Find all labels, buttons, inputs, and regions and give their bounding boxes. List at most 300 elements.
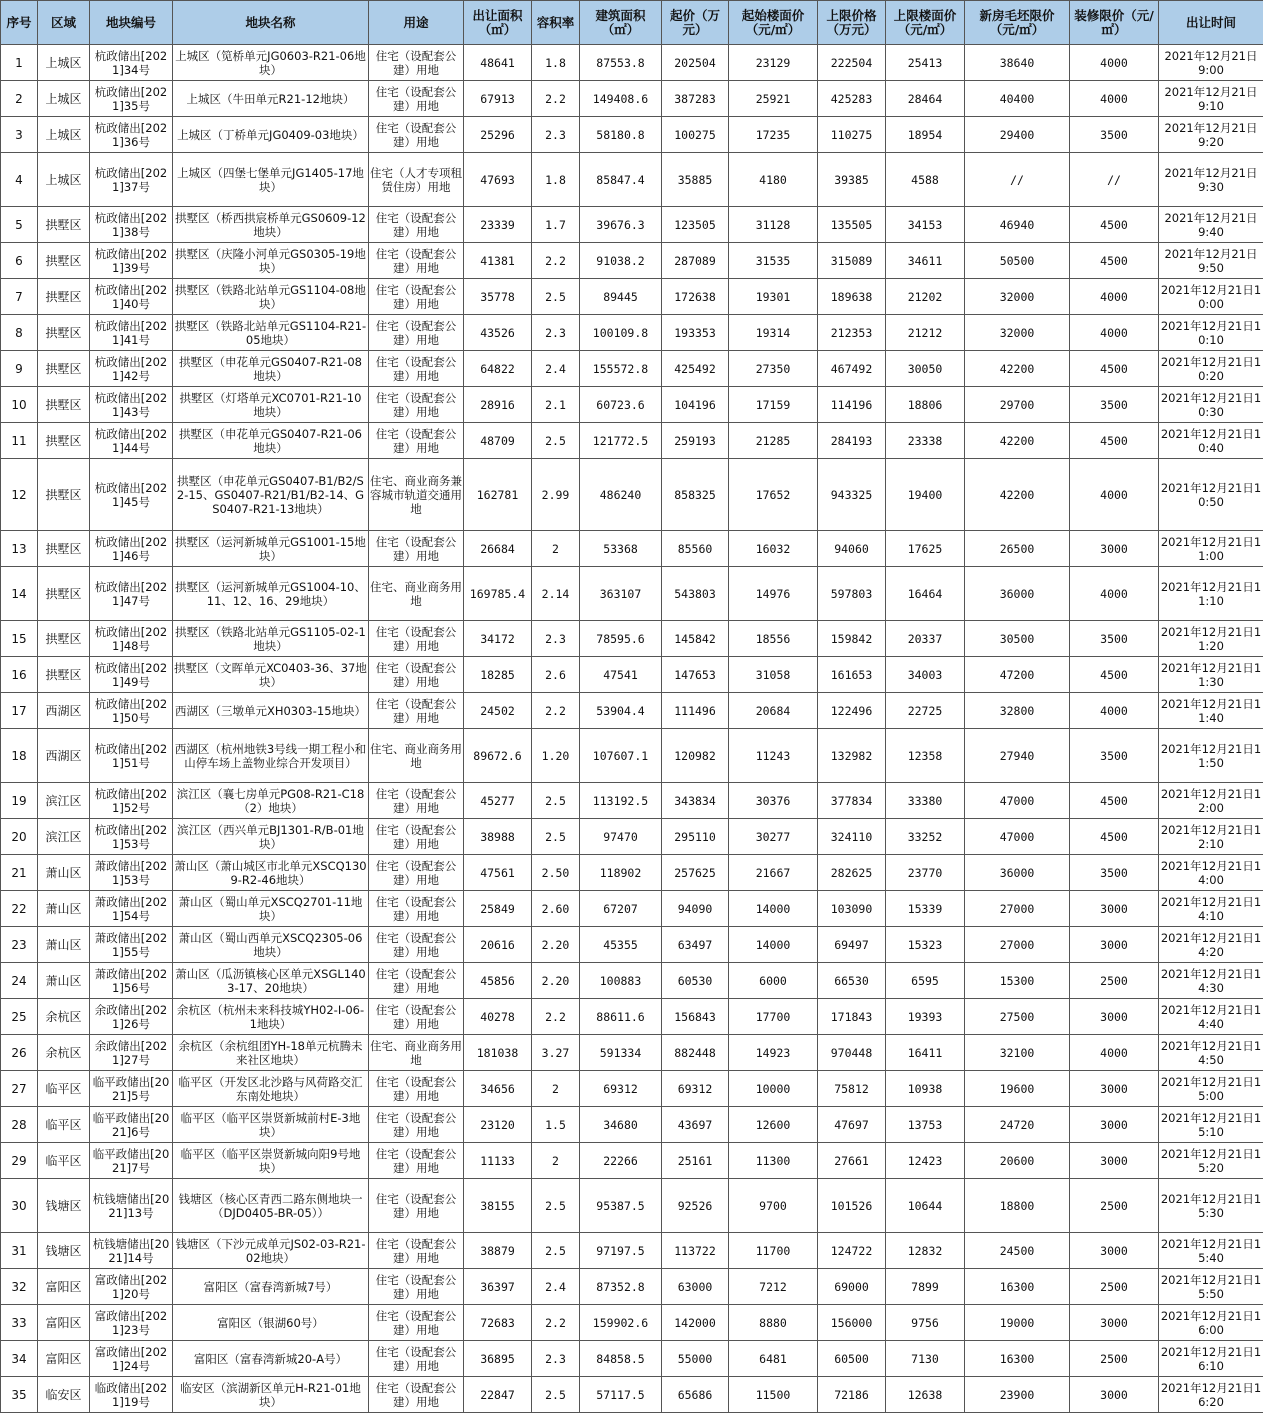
start-price-cell: 94090 [662,891,729,927]
district-cell: 临平区 [38,1143,90,1179]
floor-area-cell: 363107 [580,567,662,621]
seq-cell: 34 [1,1341,38,1377]
plot-code-cell: 萧政储出[2021]54号 [90,891,173,927]
seq-cell: 32 [1,1269,38,1305]
rough-price-limit-cell: // [965,153,1070,207]
far-cell: 2.1 [532,387,580,423]
area-cell: 36895 [464,1341,532,1377]
area-cell: 47693 [464,153,532,207]
table-body [1,45,1263,1413]
decor-limit-cell: 3000 [1070,1071,1159,1107]
far-cell: 2 [532,531,580,567]
district-cell: 拱墅区 [38,459,90,531]
floor-area-cell: 118902 [580,855,662,891]
start-floor-price-cell: 10000 [729,1071,818,1107]
start-price-cell: 69312 [662,1071,729,1107]
start-price-cell: 343834 [662,783,729,819]
decor-limit-cell: 4500 [1070,819,1159,855]
floor-area-cell: 47541 [580,657,662,693]
plot-name-cell: 西湖区（三墩单元XH0303-15地块） [173,693,369,729]
usage-cell: 住宅（设配套公建）用地 [369,531,464,567]
table-row [1,243,1263,279]
auction-time-cell: 2021年12月21日15:30 [1159,1179,1263,1233]
decor-limit-cell: 4000 [1070,1035,1159,1071]
decor-limit-cell: 3500 [1070,387,1159,423]
table-row [1,855,1263,891]
plot-name-cell: 临平区（临平区崇贤新城前村E-3地块） [173,1107,369,1143]
cap-price-cell: 47697 [818,1107,886,1143]
area-cell: 35778 [464,279,532,315]
start-price-cell: 425492 [662,351,729,387]
plot-code-cell: 杭政储出[2021]52号 [90,783,173,819]
cap-floor-price-cell: 10644 [886,1179,965,1233]
usage-cell: 住宅（人才专项租赁住房）用地 [369,153,464,207]
seq-cell: 3 [1,117,38,153]
seq-cell: 25 [1,999,38,1035]
start-price-cell: 202504 [662,45,729,81]
far-cell: 2.3 [532,315,580,351]
cap-floor-price-cell: 16411 [886,1035,965,1071]
district-cell: 富阳区 [38,1269,90,1305]
seq-cell: 19 [1,783,38,819]
rough-price-limit-cell: 16300 [965,1341,1070,1377]
district-cell: 西湖区 [38,693,90,729]
decor-limit-cell: 3000 [1070,927,1159,963]
decor-limit-cell: 3000 [1070,891,1159,927]
floor-area-cell: 155572.8 [580,351,662,387]
usage-cell: 住宅（设配套公建）用地 [369,783,464,819]
seq-cell: 10 [1,387,38,423]
far-cell: 2.3 [532,117,580,153]
rough-price-limit-cell: 24720 [965,1107,1070,1143]
usage-cell: 住宅（设配套公建）用地 [369,1179,464,1233]
cap-price-cell: 27661 [818,1143,886,1179]
area-cell: 43526 [464,315,532,351]
floor-area-cell: 95387.5 [580,1179,662,1233]
table-row [1,459,1263,531]
start-price-cell: 543803 [662,567,729,621]
rough-price-limit-cell: 29700 [965,387,1070,423]
start-floor-price-cell: 11700 [729,1233,818,1269]
seq-cell: 27 [1,1071,38,1107]
plot-code-cell: 临平政储出[2021]6号 [90,1107,173,1143]
plot-name-cell: 富阳区（富春湾新城20-A号） [173,1341,369,1377]
auction-time-cell: 2021年12月21日14:50 [1159,1035,1263,1071]
seq-cell: 29 [1,1143,38,1179]
usage-cell: 住宅（设配套公建）用地 [369,1341,464,1377]
area-cell: 28916 [464,387,532,423]
rough-price-limit-cell: 47000 [965,819,1070,855]
cap-floor-price-cell: 34153 [886,207,965,243]
floor-area-cell: 53368 [580,531,662,567]
decor-limit-cell: 4000 [1070,567,1159,621]
cap-price-cell: 284193 [818,423,886,459]
table-row [1,657,1263,693]
far-cell: 2.2 [532,999,580,1035]
header-cell: 地块名称 [173,1,369,45]
start-price-cell: 25161 [662,1143,729,1179]
start-price-cell: 287089 [662,243,729,279]
plot-code-cell: 杭政储出[2021]47号 [90,567,173,621]
auction-time-cell: 2021年12月21日9:50 [1159,243,1263,279]
plot-code-cell: 富政储出[2021]23号 [90,1305,173,1341]
district-cell: 萧山区 [38,855,90,891]
floor-area-cell: 57117.5 [580,1377,662,1413]
rough-price-limit-cell: 19000 [965,1305,1070,1341]
table-row [1,45,1263,81]
table-row [1,1341,1263,1377]
rough-price-limit-cell: 32100 [965,1035,1070,1071]
far-cell: 1.7 [532,207,580,243]
plot-code-cell: 富政储出[2021]20号 [90,1269,173,1305]
cap-floor-price-cell: 13753 [886,1107,965,1143]
decor-limit-cell: 3000 [1070,999,1159,1035]
decor-limit-cell: 3000 [1070,1233,1159,1269]
plot-code-cell: 杭政储出[2021]35号 [90,81,173,117]
start-floor-price-cell: 23129 [729,45,818,81]
floor-area-cell: 34680 [580,1107,662,1143]
floor-area-cell: 159902.6 [580,1305,662,1341]
cap-floor-price-cell: 33252 [886,819,965,855]
plot-name-cell: 上城区（丁桥单元JG0409-03地块） [173,117,369,153]
decor-limit-cell: 4500 [1070,657,1159,693]
start-floor-price-cell: 14976 [729,567,818,621]
area-cell: 40278 [464,999,532,1035]
area-cell: 23120 [464,1107,532,1143]
header-cell: 起始楼面价（元/㎡） [729,1,818,45]
floor-area-cell: 149408.6 [580,81,662,117]
plot-code-cell: 萧政储出[2021]53号 [90,855,173,891]
start-floor-price-cell: 17235 [729,117,818,153]
table-row [1,819,1263,855]
seq-cell: 26 [1,1035,38,1071]
cap-price-cell: 156000 [818,1305,886,1341]
area-cell: 36397 [464,1269,532,1305]
floor-area-cell: 88611.6 [580,999,662,1035]
start-price-cell: 85560 [662,531,729,567]
plot-name-cell: 拱墅区（铁路北站单元GS1104-R21-05地块） [173,315,369,351]
seq-cell: 24 [1,963,38,999]
floor-area-cell: 113192.5 [580,783,662,819]
cap-floor-price-cell: 16464 [886,567,965,621]
area-cell: 20616 [464,927,532,963]
cap-floor-price-cell: 19400 [886,459,965,531]
far-cell: 2.2 [532,693,580,729]
district-cell: 富阳区 [38,1305,90,1341]
auction-time-cell: 2021年12月21日11:40 [1159,693,1263,729]
cap-floor-price-cell: 22725 [886,693,965,729]
plot-code-cell: 杭政储出[2021]41号 [90,315,173,351]
cap-floor-price-cell: 4588 [886,153,965,207]
area-cell: 25849 [464,891,532,927]
cap-floor-price-cell: 23338 [886,423,965,459]
plot-code-cell: 临平政储出[2021]7号 [90,1143,173,1179]
start-floor-price-cell: 31535 [729,243,818,279]
plot-code-cell: 临平政储出[2021]5号 [90,1071,173,1107]
area-cell: 25296 [464,117,532,153]
auction-time-cell: 2021年12月21日16:20 [1159,1377,1263,1413]
cap-price-cell: 69497 [818,927,886,963]
usage-cell: 住宅（设配套公建）用地 [369,819,464,855]
table-row [1,1179,1263,1233]
cap-floor-price-cell: 23770 [886,855,965,891]
start-price-cell: 257625 [662,855,729,891]
auction-time-cell: 2021年12月21日9:00 [1159,45,1263,81]
cap-price-cell: 159842 [818,621,886,657]
auction-time-cell: 2021年12月21日11:50 [1159,729,1263,783]
table-row [1,1143,1263,1179]
cap-price-cell: 124722 [818,1233,886,1269]
decor-limit-cell: 3500 [1070,117,1159,153]
cap-floor-price-cell: 28464 [886,81,965,117]
seq-cell: 23 [1,927,38,963]
start-floor-price-cell: 11243 [729,729,818,783]
table-row [1,729,1263,783]
seq-cell: 14 [1,567,38,621]
district-cell: 拱墅区 [38,657,90,693]
start-price-cell: 100275 [662,117,729,153]
rough-price-limit-cell: 47200 [965,657,1070,693]
plot-name-cell: 钱塘区（下沙元成单元JS02-03-R21-02地块） [173,1233,369,1269]
plot-code-cell: 余政储出[2021]26号 [90,999,173,1035]
floor-area-cell: 22266 [580,1143,662,1179]
seq-cell: 18 [1,729,38,783]
plot-code-cell: 杭政储出[2021]40号 [90,279,173,315]
rough-price-limit-cell: 32800 [965,693,1070,729]
usage-cell: 住宅、商业商务用地 [369,729,464,783]
plot-code-cell: 杭政储出[2021]45号 [90,459,173,531]
header-cell: 序号 [1,1,38,45]
decor-limit-cell: 4500 [1070,423,1159,459]
decor-limit-cell: 3000 [1070,1305,1159,1341]
district-cell: 拱墅区 [38,531,90,567]
start-price-cell: 113722 [662,1233,729,1269]
auction-time-cell: 2021年12月21日9:40 [1159,207,1263,243]
auction-time-cell: 2021年12月21日15:00 [1159,1071,1263,1107]
decor-limit-cell: 4000 [1070,693,1159,729]
start-floor-price-cell: 30376 [729,783,818,819]
auction-time-cell: 2021年12月21日11:10 [1159,567,1263,621]
seq-cell: 2 [1,81,38,117]
cap-price-cell: 72186 [818,1377,886,1413]
seq-cell: 28 [1,1107,38,1143]
auction-time-cell: 2021年12月21日9:10 [1159,81,1263,117]
start-floor-price-cell: 14923 [729,1035,818,1071]
auction-time-cell: 2021年12月21日10:00 [1159,279,1263,315]
floor-area-cell: 84858.5 [580,1341,662,1377]
rough-price-limit-cell: 32000 [965,315,1070,351]
district-cell: 拱墅区 [38,279,90,315]
decor-limit-cell: 4500 [1070,207,1159,243]
cap-price-cell: 161653 [818,657,886,693]
floor-area-cell: 45355 [580,927,662,963]
area-cell: 48709 [464,423,532,459]
district-cell: 上城区 [38,117,90,153]
cap-floor-price-cell: 12638 [886,1377,965,1413]
table-row [1,81,1263,117]
district-cell: 上城区 [38,81,90,117]
decor-limit-cell: 2500 [1070,963,1159,999]
auction-time-cell: 2021年12月21日14:30 [1159,963,1263,999]
start-price-cell: 142000 [662,1305,729,1341]
decor-limit-cell: 4000 [1070,279,1159,315]
far-cell: 2.4 [532,351,580,387]
plot-code-cell: 杭政储出[2021]39号 [90,243,173,279]
rough-price-limit-cell: 15300 [965,963,1070,999]
far-cell: 1.8 [532,153,580,207]
plot-name-cell: 萧山区（瓜沥镇核心区单元XSGL1403-17、20地块） [173,963,369,999]
rough-price-limit-cell: 20600 [965,1143,1070,1179]
rough-price-limit-cell: 42200 [965,423,1070,459]
usage-cell: 住宅（设配套公建）用地 [369,855,464,891]
seq-cell: 33 [1,1305,38,1341]
auction-time-cell: 2021年12月21日14:40 [1159,999,1263,1035]
far-cell: 2.5 [532,783,580,819]
far-cell: 2.3 [532,1341,580,1377]
plot-name-cell: 上城区（牛田单元R21-12地块） [173,81,369,117]
plot-name-cell: 拱墅区（申花单元GS0407-R21-08地块） [173,351,369,387]
plot-code-cell: 杭政储出[2021]50号 [90,693,173,729]
start-floor-price-cell: 12600 [729,1107,818,1143]
cap-floor-price-cell: 18954 [886,117,965,153]
start-price-cell: 193353 [662,315,729,351]
plot-code-cell: 杭钱塘储出[2021]13号 [90,1179,173,1233]
start-price-cell: 35885 [662,153,729,207]
floor-area-cell: 107607.1 [580,729,662,783]
district-cell: 临平区 [38,1107,90,1143]
header-cell: 用途 [369,1,464,45]
cap-price-cell: 66530 [818,963,886,999]
start-floor-price-cell: 19314 [729,315,818,351]
plot-name-cell: 拱墅区（申花单元GS0407-R21-06地块） [173,423,369,459]
auction-time-cell: 2021年12月21日10:20 [1159,351,1263,387]
table-row [1,1233,1263,1269]
plot-code-cell: 杭政储出[2021]48号 [90,621,173,657]
start-price-cell: 156843 [662,999,729,1035]
cap-floor-price-cell: 7899 [886,1269,965,1305]
rough-price-limit-cell: 27940 [965,729,1070,783]
usage-cell: 住宅（设配套公建）用地 [369,315,464,351]
floor-area-cell: 69312 [580,1071,662,1107]
rough-price-limit-cell: 40400 [965,81,1070,117]
decor-limit-cell: 3500 [1070,855,1159,891]
floor-area-cell: 85847.4 [580,153,662,207]
decor-limit-cell: 4000 [1070,315,1159,351]
start-floor-price-cell: 31058 [729,657,818,693]
usage-cell: 住宅（设配套公建）用地 [369,351,464,387]
usage-cell: 住宅（设配套公建）用地 [369,387,464,423]
far-cell: 2.50 [532,855,580,891]
auction-time-cell: 2021年12月21日9:20 [1159,117,1263,153]
cap-floor-price-cell: 33380 [886,783,965,819]
district-cell: 上城区 [38,153,90,207]
floor-area-cell: 60723.6 [580,387,662,423]
table-row [1,1305,1263,1341]
area-cell: 181038 [464,1035,532,1071]
cap-floor-price-cell: 12358 [886,729,965,783]
usage-cell: 住宅、商业商务用地 [369,567,464,621]
far-cell: 2.2 [532,243,580,279]
usage-cell: 住宅（设配套公建）用地 [369,1233,464,1269]
seq-cell: 31 [1,1233,38,1269]
table-row [1,891,1263,927]
plot-code-cell: 杭政储出[2021]38号 [90,207,173,243]
cap-price-cell: 122496 [818,693,886,729]
auction-time-cell: 2021年12月21日11:20 [1159,621,1263,657]
start-price-cell: 111496 [662,693,729,729]
floor-area-cell: 121772.5 [580,423,662,459]
district-cell: 上城区 [38,45,90,81]
plot-name-cell: 拱墅区（桥西拱宸桥单元GS0609-12地块） [173,207,369,243]
start-price-cell: 65686 [662,1377,729,1413]
far-cell: 2.14 [532,567,580,621]
decor-limit-cell: 4000 [1070,459,1159,531]
cap-floor-price-cell: 7130 [886,1341,965,1377]
area-cell: 41381 [464,243,532,279]
plot-code-cell: 萧政储出[2021]55号 [90,927,173,963]
auction-time-cell: 2021年12月21日11:30 [1159,657,1263,693]
table-row [1,1035,1263,1071]
plot-name-cell: 富阳区（富春湾新城7号） [173,1269,369,1305]
start-price-cell: 60530 [662,963,729,999]
far-cell: 3.27 [532,1035,580,1071]
usage-cell: 住宅（设配套公建）用地 [369,81,464,117]
decor-limit-cell: 3500 [1070,729,1159,783]
cap-price-cell: 101526 [818,1179,886,1233]
start-price-cell: 295110 [662,819,729,855]
rough-price-limit-cell: 16300 [965,1269,1070,1305]
cap-floor-price-cell: 34611 [886,243,965,279]
far-cell: 2.3 [532,621,580,657]
area-cell: 18285 [464,657,532,693]
plot-code-cell: 富政储出[2021]24号 [90,1341,173,1377]
decor-limit-cell: 3000 [1070,1107,1159,1143]
header-cell: 新房毛坯限价（元/㎡） [965,1,1070,45]
header-cell: 出让时间 [1159,1,1263,45]
rough-price-limit-cell: 42200 [965,351,1070,387]
cap-price-cell: 75812 [818,1071,886,1107]
district-cell: 拱墅区 [38,351,90,387]
rough-price-limit-cell: 26500 [965,531,1070,567]
far-cell: 2.2 [532,1305,580,1341]
start-floor-price-cell: 6481 [729,1341,818,1377]
area-cell: 169785.4 [464,567,532,621]
cap-price-cell: 114196 [818,387,886,423]
seq-cell: 30 [1,1179,38,1233]
far-cell: 2.99 [532,459,580,531]
far-cell: 2.5 [532,279,580,315]
seq-cell: 7 [1,279,38,315]
start-floor-price-cell: 8880 [729,1305,818,1341]
cap-price-cell: 189638 [818,279,886,315]
table-row [1,1269,1263,1305]
far-cell: 2.5 [532,1233,580,1269]
table-row [1,531,1263,567]
cap-floor-price-cell: 17625 [886,531,965,567]
table-row [1,927,1263,963]
auction-time-cell: 2021年12月21日14:20 [1159,927,1263,963]
floor-area-cell: 39676.3 [580,207,662,243]
area-cell: 34656 [464,1071,532,1107]
district-cell: 萧山区 [38,963,90,999]
header-cell: 出让面积（㎡） [464,1,532,45]
plot-name-cell: 萧山区（蜀山单元XSCQ2701-11地块） [173,891,369,927]
plot-code-cell: 杭政储出[2021]44号 [90,423,173,459]
auction-time-cell: 2021年12月21日16:00 [1159,1305,1263,1341]
plot-code-cell: 杭政储出[2021]43号 [90,387,173,423]
table-row [1,1377,1263,1413]
floor-area-cell: 58180.8 [580,117,662,153]
